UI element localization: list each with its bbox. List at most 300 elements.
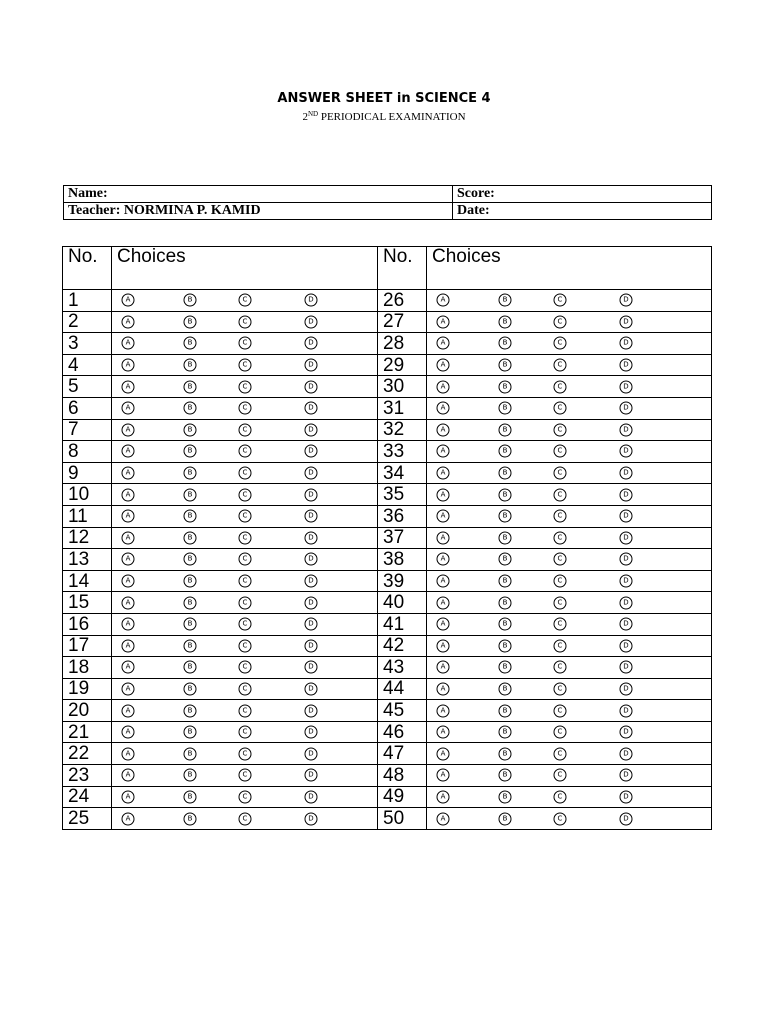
choice-bubble-b[interactable]: B bbox=[184, 467, 197, 480]
score-field[interactable]: Score: bbox=[453, 186, 712, 203]
question-number: 45 bbox=[378, 700, 427, 722]
question-number: 36 bbox=[378, 505, 427, 527]
choice-bubble-a[interactable]: A bbox=[437, 423, 450, 436]
choice-bubble-b[interactable]: B bbox=[184, 704, 197, 717]
choice-cell bbox=[112, 678, 378, 700]
choice-bubble-a[interactable]: A bbox=[437, 790, 450, 803]
choice-bubble-b[interactable]: B bbox=[184, 596, 197, 609]
choice-bubble-c[interactable]: C bbox=[239, 575, 252, 588]
choice-cell bbox=[427, 657, 712, 679]
choice-bubble-c[interactable]: C bbox=[554, 423, 567, 436]
choice-bubble-c[interactable]: C bbox=[239, 661, 252, 674]
choice-bubble-b[interactable]: B bbox=[184, 726, 197, 739]
choice-cell bbox=[427, 700, 712, 722]
answer-row bbox=[63, 397, 712, 419]
choice-bubble-d[interactable]: D bbox=[305, 467, 318, 480]
choice-bubble-c[interactable]: C bbox=[239, 682, 252, 695]
choice-bubble-a[interactable]: A bbox=[122, 596, 135, 609]
choice-bubble-d[interactable]: D bbox=[305, 769, 318, 782]
choice-bubble-b[interactable]: B bbox=[499, 423, 512, 436]
choice-bubble-c[interactable]: C bbox=[554, 812, 567, 825]
choice-bubble-a[interactable]: A bbox=[122, 682, 135, 695]
choice-bubble-b[interactable]: B bbox=[499, 812, 512, 825]
choice-bubble-a[interactable]: A bbox=[122, 790, 135, 803]
choice-bubble-d[interactable]: D bbox=[620, 294, 633, 307]
choice-cell bbox=[112, 808, 378, 830]
choice-bubble-b[interactable]: B bbox=[184, 618, 197, 631]
date-field[interactable]: Date: bbox=[453, 203, 712, 220]
choice-bubble-b[interactable]: B bbox=[499, 553, 512, 566]
choice-bubble-c[interactable]: C bbox=[554, 747, 567, 760]
question-number: 13 bbox=[63, 549, 112, 571]
choice-bubble-d[interactable]: D bbox=[620, 337, 633, 350]
choice-bubble-b[interactable]: B bbox=[499, 575, 512, 588]
question-number: 25 bbox=[63, 808, 112, 830]
choice-bubble-b[interactable]: B bbox=[499, 315, 512, 328]
choice-bubble-b[interactable]: B bbox=[499, 488, 512, 501]
choice-bubble-b[interactable]: B bbox=[499, 618, 512, 631]
question-number: 37 bbox=[378, 527, 427, 549]
choice-bubble-b[interactable]: B bbox=[499, 596, 512, 609]
choice-bubble-a[interactable]: A bbox=[122, 510, 135, 523]
choice-bubble-a[interactable]: A bbox=[122, 531, 135, 544]
choice-bubble-b[interactable]: B bbox=[499, 726, 512, 739]
col-header-choices-right: Choices bbox=[427, 247, 712, 290]
choice-bubble-d[interactable]: D bbox=[305, 337, 318, 350]
choice-bubble-a[interactable]: A bbox=[122, 747, 135, 760]
choice-bubble-a[interactable]: A bbox=[122, 380, 135, 393]
choice-bubble-d[interactable]: D bbox=[620, 531, 633, 544]
choice-bubble-a[interactable]: A bbox=[437, 769, 450, 782]
choice-bubble-c[interactable]: C bbox=[239, 553, 252, 566]
choice-cell bbox=[112, 484, 378, 506]
choice-cell bbox=[112, 527, 378, 549]
choice-bubble-d[interactable]: D bbox=[620, 618, 633, 631]
choice-bubble-c[interactable]: C bbox=[554, 769, 567, 782]
choice-cell bbox=[112, 441, 378, 463]
choice-bubble-c[interactable]: C bbox=[239, 769, 252, 782]
choice-bubble-d[interactable]: D bbox=[305, 639, 318, 652]
sheet-title: ANSWER SHEET in SCIENCE 4 bbox=[277, 91, 491, 106]
choice-bubble-b[interactable]: B bbox=[499, 359, 512, 372]
choice-bubble-b[interactable]: B bbox=[184, 639, 197, 652]
choice-bubble-a[interactable]: A bbox=[122, 639, 135, 652]
choice-bubble-a[interactable]: A bbox=[122, 294, 135, 307]
choice-bubble-d[interactable]: D bbox=[305, 423, 318, 436]
choice-bubble-d[interactable]: D bbox=[305, 661, 318, 674]
choice-bubble-d[interactable]: D bbox=[305, 380, 318, 393]
choice-bubble-c[interactable]: C bbox=[239, 639, 252, 652]
choice-bubble-d[interactable]: D bbox=[620, 380, 633, 393]
choice-bubble-b[interactable]: B bbox=[499, 661, 512, 674]
choice-bubble-b[interactable]: B bbox=[499, 704, 512, 717]
question-number: 2 bbox=[63, 311, 112, 333]
question-number: 7 bbox=[63, 419, 112, 441]
choice-bubble-a[interactable]: A bbox=[122, 704, 135, 717]
choice-bubble-c[interactable]: C bbox=[239, 747, 252, 760]
choice-bubble-a[interactable]: A bbox=[437, 812, 450, 825]
answer-grid bbox=[62, 246, 712, 830]
answer-row bbox=[63, 354, 712, 376]
choice-bubble-b[interactable]: B bbox=[184, 553, 197, 566]
choice-bubble-c[interactable]: C bbox=[239, 704, 252, 717]
choice-bubble-d[interactable]: D bbox=[620, 510, 633, 523]
answer-row bbox=[63, 290, 712, 312]
choice-bubble-a[interactable]: A bbox=[122, 445, 135, 458]
choice-cell bbox=[427, 376, 712, 398]
choice-bubble-b[interactable]: B bbox=[184, 402, 197, 415]
col-header-no-left: No. bbox=[63, 247, 112, 290]
choice-bubble-a[interactable]: A bbox=[437, 596, 450, 609]
choice-bubble-a[interactable]: A bbox=[122, 618, 135, 631]
answer-row bbox=[63, 462, 712, 484]
choice-bubble-b[interactable]: B bbox=[184, 682, 197, 695]
choice-bubble-b[interactable]: B bbox=[184, 790, 197, 803]
choice-bubble-c[interactable]: C bbox=[554, 402, 567, 415]
choice-bubble-d[interactable]: D bbox=[305, 402, 318, 415]
choice-bubble-c[interactable]: C bbox=[239, 488, 252, 501]
choice-bubble-d[interactable]: D bbox=[305, 553, 318, 566]
question-number: 29 bbox=[378, 354, 427, 376]
choice-bubble-a[interactable]: A bbox=[122, 812, 135, 825]
choice-bubble-d[interactable]: D bbox=[620, 402, 633, 415]
choice-cell bbox=[427, 786, 712, 808]
choice-cell bbox=[427, 635, 712, 657]
choice-cell bbox=[112, 505, 378, 527]
choice-bubble-a[interactable]: A bbox=[437, 704, 450, 717]
choice-bubble-c[interactable]: C bbox=[554, 531, 567, 544]
choice-cell bbox=[427, 290, 712, 312]
question-number: 23 bbox=[63, 765, 112, 787]
question-number: 41 bbox=[378, 613, 427, 635]
choice-bubble-c[interactable]: C bbox=[239, 337, 252, 350]
choice-bubble-c[interactable]: C bbox=[239, 726, 252, 739]
choice-bubble-b[interactable]: B bbox=[184, 423, 197, 436]
choice-bubble-d[interactable]: D bbox=[620, 812, 633, 825]
choice-bubble-b[interactable]: B bbox=[184, 445, 197, 458]
choice-bubble-b[interactable]: B bbox=[499, 682, 512, 695]
choice-bubble-d[interactable]: D bbox=[620, 682, 633, 695]
answer-row bbox=[63, 700, 712, 722]
choice-cell bbox=[112, 549, 378, 571]
choice-bubble-a[interactable]: A bbox=[122, 575, 135, 588]
choice-bubble-c[interactable]: C bbox=[554, 467, 567, 480]
choice-bubble-d[interactable]: D bbox=[305, 531, 318, 544]
choice-bubble-d[interactable]: D bbox=[305, 445, 318, 458]
answer-row bbox=[63, 333, 712, 355]
question-number: 42 bbox=[378, 635, 427, 657]
choice-bubble-c[interactable]: C bbox=[554, 294, 567, 307]
choice-bubble-a[interactable]: A bbox=[437, 618, 450, 631]
choice-cell bbox=[112, 592, 378, 614]
choice-bubble-b[interactable]: B bbox=[184, 747, 197, 760]
choice-bubble-a[interactable]: A bbox=[437, 747, 450, 760]
choice-bubble-a[interactable]: A bbox=[122, 337, 135, 350]
answer-row bbox=[63, 678, 712, 700]
choice-bubble-c[interactable]: C bbox=[554, 618, 567, 631]
choice-bubble-b[interactable]: B bbox=[184, 769, 197, 782]
choice-bubble-d[interactable]: D bbox=[620, 790, 633, 803]
choice-bubble-a[interactable]: A bbox=[437, 488, 450, 501]
question-number: 15 bbox=[63, 592, 112, 614]
question-number: 31 bbox=[378, 397, 427, 419]
choice-bubble-b[interactable]: B bbox=[184, 359, 197, 372]
choice-bubble-a[interactable]: A bbox=[122, 402, 135, 415]
choice-bubble-c[interactable]: C bbox=[239, 380, 252, 393]
choice-bubble-d[interactable]: D bbox=[620, 704, 633, 717]
choice-bubble-a[interactable]: A bbox=[437, 467, 450, 480]
choice-bubble-a[interactable]: A bbox=[437, 359, 450, 372]
choice-bubble-a[interactable]: A bbox=[437, 510, 450, 523]
choice-bubble-a[interactable]: A bbox=[122, 726, 135, 739]
choice-bubble-c[interactable]: C bbox=[239, 790, 252, 803]
subtitle-number: 2 bbox=[302, 111, 308, 123]
choice-bubble-a[interactable]: A bbox=[437, 380, 450, 393]
choice-bubble-c[interactable]: C bbox=[239, 315, 252, 328]
choice-cell bbox=[427, 311, 712, 333]
choice-bubble-d[interactable]: D bbox=[305, 488, 318, 501]
choice-bubble-d[interactable]: D bbox=[305, 359, 318, 372]
choice-bubble-b[interactable]: B bbox=[499, 747, 512, 760]
question-number: 9 bbox=[63, 462, 112, 484]
choice-bubble-a[interactable]: A bbox=[122, 315, 135, 328]
choice-bubble-d[interactable]: D bbox=[305, 726, 318, 739]
choice-bubble-a[interactable]: A bbox=[437, 531, 450, 544]
choice-bubble-d[interactable]: D bbox=[305, 596, 318, 609]
answer-row bbox=[63, 419, 712, 441]
choice-bubble-d[interactable]: D bbox=[620, 553, 633, 566]
choice-bubble-b[interactable]: B bbox=[184, 315, 197, 328]
question-number: 3 bbox=[63, 333, 112, 355]
choice-bubble-c[interactable]: C bbox=[239, 510, 252, 523]
choice-bubble-c[interactable]: C bbox=[554, 726, 567, 739]
choice-bubble-b[interactable]: B bbox=[499, 445, 512, 458]
choice-cell bbox=[112, 613, 378, 635]
choice-cell bbox=[427, 743, 712, 765]
choice-bubble-b[interactable]: B bbox=[184, 510, 197, 523]
choice-bubble-d[interactable]: D bbox=[305, 315, 318, 328]
choice-bubble-d[interactable]: D bbox=[305, 704, 318, 717]
choice-bubble-a[interactable]: A bbox=[122, 769, 135, 782]
choice-bubble-c[interactable]: C bbox=[239, 467, 252, 480]
choice-bubble-d[interactable]: D bbox=[620, 726, 633, 739]
question-number: 6 bbox=[63, 397, 112, 419]
choice-cell bbox=[112, 570, 378, 592]
choice-cell bbox=[112, 354, 378, 376]
choice-bubble-a[interactable]: A bbox=[437, 661, 450, 674]
choice-bubble-d[interactable]: D bbox=[620, 445, 633, 458]
choice-bubble-d[interactable]: D bbox=[305, 575, 318, 588]
choice-bubble-a[interactable]: A bbox=[122, 359, 135, 372]
choice-bubble-c[interactable]: C bbox=[554, 553, 567, 566]
answer-row bbox=[63, 484, 712, 506]
question-number: 33 bbox=[378, 441, 427, 463]
choice-cell bbox=[427, 721, 712, 743]
choice-bubble-d[interactable]: D bbox=[305, 294, 318, 307]
choice-bubble-b[interactable]: B bbox=[499, 294, 512, 307]
choice-bubble-c[interactable]: C bbox=[554, 639, 567, 652]
choice-bubble-a[interactable]: A bbox=[437, 726, 450, 739]
choice-bubble-b[interactable]: B bbox=[499, 769, 512, 782]
choice-bubble-a[interactable]: A bbox=[122, 488, 135, 501]
choice-bubble-d[interactable]: D bbox=[620, 359, 633, 372]
choice-bubble-c[interactable]: C bbox=[554, 790, 567, 803]
answer-row bbox=[63, 592, 712, 614]
choice-bubble-c[interactable]: C bbox=[239, 402, 252, 415]
choice-bubble-c[interactable]: C bbox=[554, 445, 567, 458]
choice-bubble-b[interactable]: B bbox=[499, 531, 512, 544]
choice-cell bbox=[112, 765, 378, 787]
choice-bubble-a[interactable]: A bbox=[437, 294, 450, 307]
choice-bubble-b[interactable]: B bbox=[499, 510, 512, 523]
choice-bubble-b[interactable]: B bbox=[499, 639, 512, 652]
choice-bubble-a[interactable]: A bbox=[122, 467, 135, 480]
choice-bubble-c[interactable]: C bbox=[239, 423, 252, 436]
choice-bubble-d[interactable]: D bbox=[620, 467, 633, 480]
choice-cell bbox=[427, 678, 712, 700]
choice-bubble-d[interactable]: D bbox=[305, 747, 318, 760]
choice-bubble-c[interactable]: C bbox=[554, 704, 567, 717]
choice-bubble-a[interactable]: A bbox=[122, 661, 135, 674]
choice-cell bbox=[427, 527, 712, 549]
question-number: 21 bbox=[63, 721, 112, 743]
choice-bubble-b[interactable]: B bbox=[184, 337, 197, 350]
col-header-choices-left: Choices bbox=[112, 247, 378, 290]
choice-bubble-d[interactable]: D bbox=[305, 812, 318, 825]
question-number: 10 bbox=[63, 484, 112, 506]
choice-bubble-d[interactable]: D bbox=[620, 596, 633, 609]
answer-row bbox=[63, 441, 712, 463]
choice-bubble-d[interactable]: D bbox=[620, 639, 633, 652]
choice-bubble-d[interactable]: D bbox=[305, 510, 318, 523]
choice-cell bbox=[112, 290, 378, 312]
choice-bubble-a[interactable]: A bbox=[122, 423, 135, 436]
choice-bubble-b[interactable]: B bbox=[184, 531, 197, 544]
choice-cell bbox=[112, 311, 378, 333]
choice-bubble-d[interactable]: D bbox=[305, 790, 318, 803]
choice-bubble-d[interactable]: D bbox=[620, 315, 633, 328]
question-number: 8 bbox=[63, 441, 112, 463]
choice-bubble-b[interactable]: B bbox=[184, 488, 197, 501]
choice-cell bbox=[427, 808, 712, 830]
choice-bubble-b[interactable]: B bbox=[184, 380, 197, 393]
choice-cell bbox=[112, 743, 378, 765]
answer-row bbox=[63, 765, 712, 787]
choice-bubble-b[interactable]: B bbox=[499, 790, 512, 803]
choice-bubble-c[interactable]: C bbox=[554, 596, 567, 609]
choice-cell bbox=[112, 419, 378, 441]
col-header-no-right: No. bbox=[378, 247, 427, 290]
question-number: 18 bbox=[63, 657, 112, 679]
choice-bubble-c[interactable]: C bbox=[239, 531, 252, 544]
subtitle-superscript: ND bbox=[307, 110, 319, 118]
question-number: 28 bbox=[378, 333, 427, 355]
choice-bubble-b[interactable]: B bbox=[184, 575, 197, 588]
choice-cell bbox=[112, 657, 378, 679]
choice-bubble-c[interactable]: C bbox=[239, 445, 252, 458]
choice-bubble-d[interactable]: D bbox=[620, 575, 633, 588]
answer-row bbox=[63, 743, 712, 765]
choice-bubble-a[interactable]: A bbox=[122, 553, 135, 566]
choice-bubble-a[interactable]: A bbox=[437, 315, 450, 328]
info-row-teacher bbox=[64, 203, 712, 220]
question-number: 20 bbox=[63, 700, 112, 722]
choice-bubble-b[interactable]: B bbox=[184, 294, 197, 307]
choice-cell bbox=[427, 462, 712, 484]
choice-bubble-a[interactable]: A bbox=[437, 337, 450, 350]
choice-bubble-d[interactable]: D bbox=[620, 423, 633, 436]
name-field[interactable]: Name: bbox=[64, 186, 453, 203]
choice-bubble-a[interactable]: A bbox=[437, 575, 450, 588]
choice-bubble-c[interactable]: C bbox=[554, 488, 567, 501]
question-number: 30 bbox=[378, 376, 427, 398]
student-info-table bbox=[63, 185, 712, 220]
answer-row bbox=[63, 635, 712, 657]
choice-bubble-d[interactable]: D bbox=[305, 682, 318, 695]
choice-bubble-a[interactable]: A bbox=[437, 445, 450, 458]
choice-bubble-d[interactable]: D bbox=[305, 618, 318, 631]
choice-bubble-d[interactable]: D bbox=[620, 488, 633, 501]
choice-bubble-c[interactable]: C bbox=[554, 337, 567, 350]
info-row-name bbox=[64, 186, 712, 203]
choice-cell bbox=[112, 635, 378, 657]
choice-bubble-b[interactable]: B bbox=[184, 661, 197, 674]
answer-row bbox=[63, 376, 712, 398]
subtitle-text: PERIODICAL EXAMINATION bbox=[318, 111, 466, 123]
choice-cell bbox=[112, 397, 378, 419]
choice-bubble-b[interactable]: B bbox=[499, 467, 512, 480]
choice-bubble-a[interactable]: A bbox=[437, 553, 450, 566]
choice-bubble-b[interactable]: B bbox=[499, 337, 512, 350]
choice-cell bbox=[427, 765, 712, 787]
answer-row bbox=[63, 311, 712, 333]
answer-row bbox=[63, 613, 712, 635]
choice-bubble-c[interactable]: C bbox=[239, 812, 252, 825]
choice-bubble-c[interactable]: C bbox=[554, 359, 567, 372]
choice-cell bbox=[427, 419, 712, 441]
choice-bubble-d[interactable]: D bbox=[620, 769, 633, 782]
choice-bubble-d[interactable]: D bbox=[620, 747, 633, 760]
choice-bubble-c[interactable]: C bbox=[554, 661, 567, 674]
choice-bubble-c[interactable]: C bbox=[239, 359, 252, 372]
choice-bubble-c[interactable]: C bbox=[239, 618, 252, 631]
question-number: 24 bbox=[63, 786, 112, 808]
choice-bubble-c[interactable]: C bbox=[554, 682, 567, 695]
choice-bubble-b[interactable]: B bbox=[499, 402, 512, 415]
choice-bubble-b[interactable]: B bbox=[184, 812, 197, 825]
question-number: 50 bbox=[378, 808, 427, 830]
choice-bubble-a[interactable]: A bbox=[437, 402, 450, 415]
choice-bubble-d[interactable]: D bbox=[620, 661, 633, 674]
choice-bubble-b[interactable]: B bbox=[499, 380, 512, 393]
choice-cell bbox=[427, 333, 712, 355]
choice-bubble-c[interactable]: C bbox=[554, 315, 567, 328]
choice-bubble-a[interactable]: A bbox=[437, 639, 450, 652]
choice-bubble-c[interactable]: C bbox=[554, 510, 567, 523]
question-number: 47 bbox=[378, 743, 427, 765]
question-number: 46 bbox=[378, 721, 427, 743]
answer-row bbox=[63, 570, 712, 592]
question-number: 16 bbox=[63, 613, 112, 635]
question-number: 4 bbox=[63, 354, 112, 376]
choice-bubble-c[interactable]: C bbox=[554, 380, 567, 393]
choice-bubble-a[interactable]: A bbox=[437, 682, 450, 695]
question-number: 32 bbox=[378, 419, 427, 441]
choice-bubble-c[interactable]: C bbox=[239, 294, 252, 307]
choice-bubble-c[interactable]: C bbox=[554, 575, 567, 588]
choice-cell bbox=[112, 721, 378, 743]
choice-bubble-c[interactable]: C bbox=[239, 596, 252, 609]
